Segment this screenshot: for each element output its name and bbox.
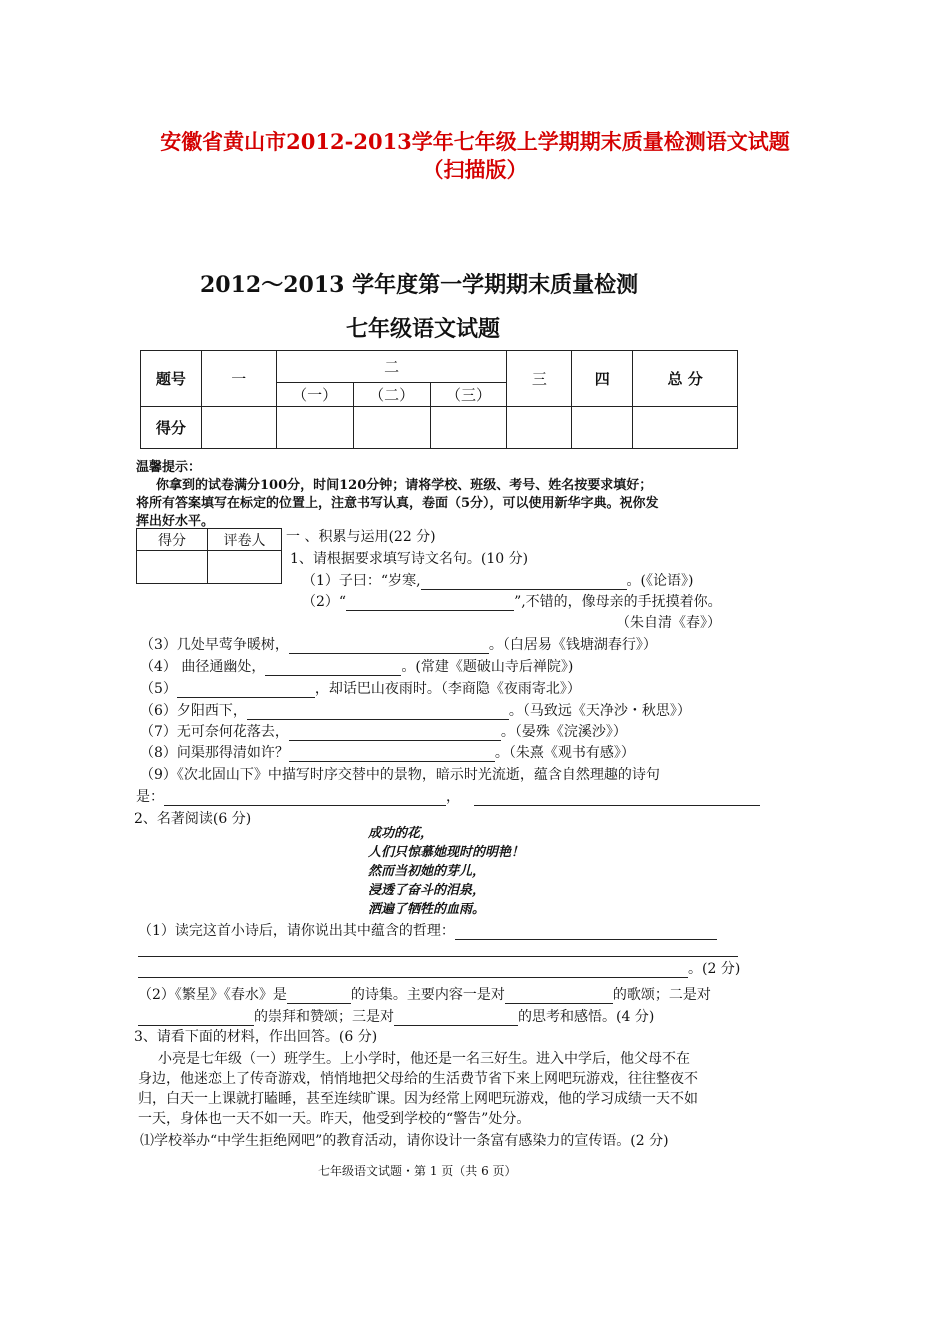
answer-blank[interactable] bbox=[474, 791, 760, 806]
q1-item-8: （8）问渠那得清如许？ 。（朱熹《观书有感》） bbox=[140, 745, 635, 761]
col-two-sub-3: （三） bbox=[430, 383, 507, 407]
tips-line-3: 挥出好水平。 bbox=[136, 514, 215, 529]
answer-blank[interactable] bbox=[138, 1011, 254, 1026]
answer-blank[interactable] bbox=[505, 989, 613, 1004]
score-cell bbox=[572, 407, 633, 449]
q2-2-line-2: 的崇拜和赞颂；三是对 的思考和感悟。(4 分) bbox=[138, 1006, 654, 1026]
q1-title: 1、请根据要求填写诗文名句。(10 分) bbox=[290, 551, 529, 567]
q1-item-5: （5） ，却话巴山夜雨时。（李商隐《夜雨寄北》） bbox=[140, 681, 581, 697]
answer-blank[interactable] bbox=[177, 683, 315, 698]
q2-2-line-1: （2）《繁星》《春水》是 的诗集。主要内容一是对 的歌颂；二是对 bbox=[138, 987, 711, 1003]
tips-line-1: 你拿到的试卷满分100分，时间120分钟；请将学校、班级、考号、姓名按要求填好； bbox=[156, 478, 653, 493]
score-cell bbox=[276, 407, 353, 449]
q1-item-2: （2）“ ”,不错的，像母亲的手抚摸着你。 bbox=[302, 594, 722, 610]
tips-label: 温馨提示： bbox=[136, 460, 202, 475]
score-table bbox=[140, 350, 738, 449]
q3-title: 3、请看下面的材料，作出回答。(6 分) bbox=[134, 1029, 378, 1045]
answer-blank[interactable] bbox=[247, 705, 509, 720]
col-three: 三 bbox=[507, 351, 572, 407]
answer-blank[interactable] bbox=[138, 963, 688, 978]
q1-item-9: （9）《次北固山下》中描写时序交替中的景物，暗示时光流逝，蕴含自然理趣的诗句 bbox=[140, 767, 660, 783]
score-cell bbox=[507, 407, 572, 449]
col-one: 一 bbox=[201, 351, 276, 407]
q3-paragraph-line: 一天，身体也一天不如一天。昨天，他受到学校的“警告”处分。 bbox=[138, 1111, 531, 1127]
answer-blank[interactable] bbox=[289, 747, 495, 762]
answer-blank[interactable] bbox=[164, 791, 446, 806]
col-four: 四 bbox=[572, 351, 633, 407]
q1-item-6: （6）夕阳西下， 。（马致远《天净沙・秋思》） bbox=[140, 703, 691, 719]
answer-blank[interactable] bbox=[265, 661, 401, 676]
tips-line-2: 将所有答案填写在标定的位置上，注意书写认真，卷面（5分），可以使用新华字典。祝你发 bbox=[136, 496, 659, 511]
answer-blank[interactable] bbox=[421, 575, 627, 590]
q2-1: （1）读完这首小诗后，请你说出其中蕴含的哲理： bbox=[138, 920, 717, 940]
col-two-sub-1: （一） bbox=[276, 383, 353, 407]
q2-1-end: 。(2 分) bbox=[138, 958, 740, 978]
col-total: 总 分 bbox=[633, 351, 738, 407]
poem-line: 成功的花， bbox=[368, 826, 434, 841]
poem-line: 然而当初她的芽儿， bbox=[368, 864, 486, 879]
poem-line: 人们只惊慕她现时的明艳！ bbox=[368, 845, 525, 860]
page-footer: 七年级语文试题・第 1 页（共 6 页） bbox=[318, 1164, 517, 1178]
q2-title: 2、名著阅读(6 分) bbox=[134, 811, 252, 827]
q3-paragraph-line: 归，白天一上课就打瞌睡，甚至连续旷课。因为经常上网吧玩游戏，他的学习成绩一天不如 bbox=[138, 1091, 698, 1107]
row-label-score: 得分 bbox=[141, 407, 202, 449]
grader-score-label: 得分 bbox=[137, 529, 208, 551]
answer-blank[interactable] bbox=[287, 989, 351, 1004]
poem-line: 浸透了奋斗的泪泉， bbox=[368, 883, 486, 898]
q1-item-3: （3）几处早莺争暖树， 。（白居易《钱塘湖春行》） bbox=[140, 637, 657, 653]
row-label-number: 题号 bbox=[141, 351, 202, 407]
answer-blank[interactable] bbox=[346, 596, 514, 611]
answer-line[interactable] bbox=[138, 956, 738, 957]
poem bbox=[368, 824, 524, 919]
document-subtitle: （扫描版） bbox=[422, 157, 528, 182]
score-cell bbox=[430, 407, 507, 449]
score-cell bbox=[633, 407, 738, 449]
q1-item-1: （1）子曰：“岁寒, 。(《论语》) bbox=[302, 573, 694, 589]
q1-item-2-source: （朱自清《春》） bbox=[616, 615, 721, 631]
exam-heading: 2012～2013 学年度第一学期期末质量检测 bbox=[200, 272, 639, 298]
grader-table bbox=[136, 528, 282, 584]
poem-line: 洒遍了牺牲的血雨。 bbox=[368, 902, 486, 917]
grader-cell bbox=[208, 551, 282, 584]
exam-subheading: 七年级语文试题 bbox=[346, 316, 501, 342]
q1-item-7: （7）无可奈何花落去， 。（晏殊《浣溪沙》） bbox=[140, 724, 627, 740]
answer-blank[interactable] bbox=[455, 925, 717, 940]
score-cell bbox=[201, 407, 276, 449]
answer-blank[interactable] bbox=[289, 726, 501, 741]
section1-title: 一 、积累与运用(22 分) bbox=[286, 529, 436, 545]
q3-paragraph-line: 身边，他迷恋上了传奇游戏，悄悄地把父母给的生活费节省下来上网吧玩游戏，往往整夜不 bbox=[138, 1071, 698, 1087]
answer-blank[interactable] bbox=[394, 1011, 518, 1026]
q3-paragraph-line: 小亮是七年级（一）班学生。上小学时，他还是一名三好生。进入中学后，他父母不在 bbox=[158, 1051, 690, 1067]
document-title: 安徽省黄山市2012-2013学年七年级上学期期末质量检测语文试题 bbox=[160, 129, 790, 154]
q1-item-9-answer: 是： ， bbox=[136, 786, 760, 806]
scanned-exam-page bbox=[118, 250, 758, 1178]
q1-item-4: （4） 曲径通幽处， 。(常建《题破山寺后禅院》) bbox=[140, 659, 574, 675]
grader-label: 评卷人 bbox=[208, 529, 282, 551]
grader-cell bbox=[137, 551, 208, 584]
score-cell bbox=[353, 407, 430, 449]
col-two-sub-2: （二） bbox=[353, 383, 430, 407]
q3-1: ⑴学校举办“中学生拒绝网吧”的教育活动，请你设计一条富有感染力的宣传语。(2 分) bbox=[140, 1133, 669, 1149]
answer-blank[interactable] bbox=[289, 639, 489, 654]
col-two: 二 bbox=[276, 351, 507, 383]
